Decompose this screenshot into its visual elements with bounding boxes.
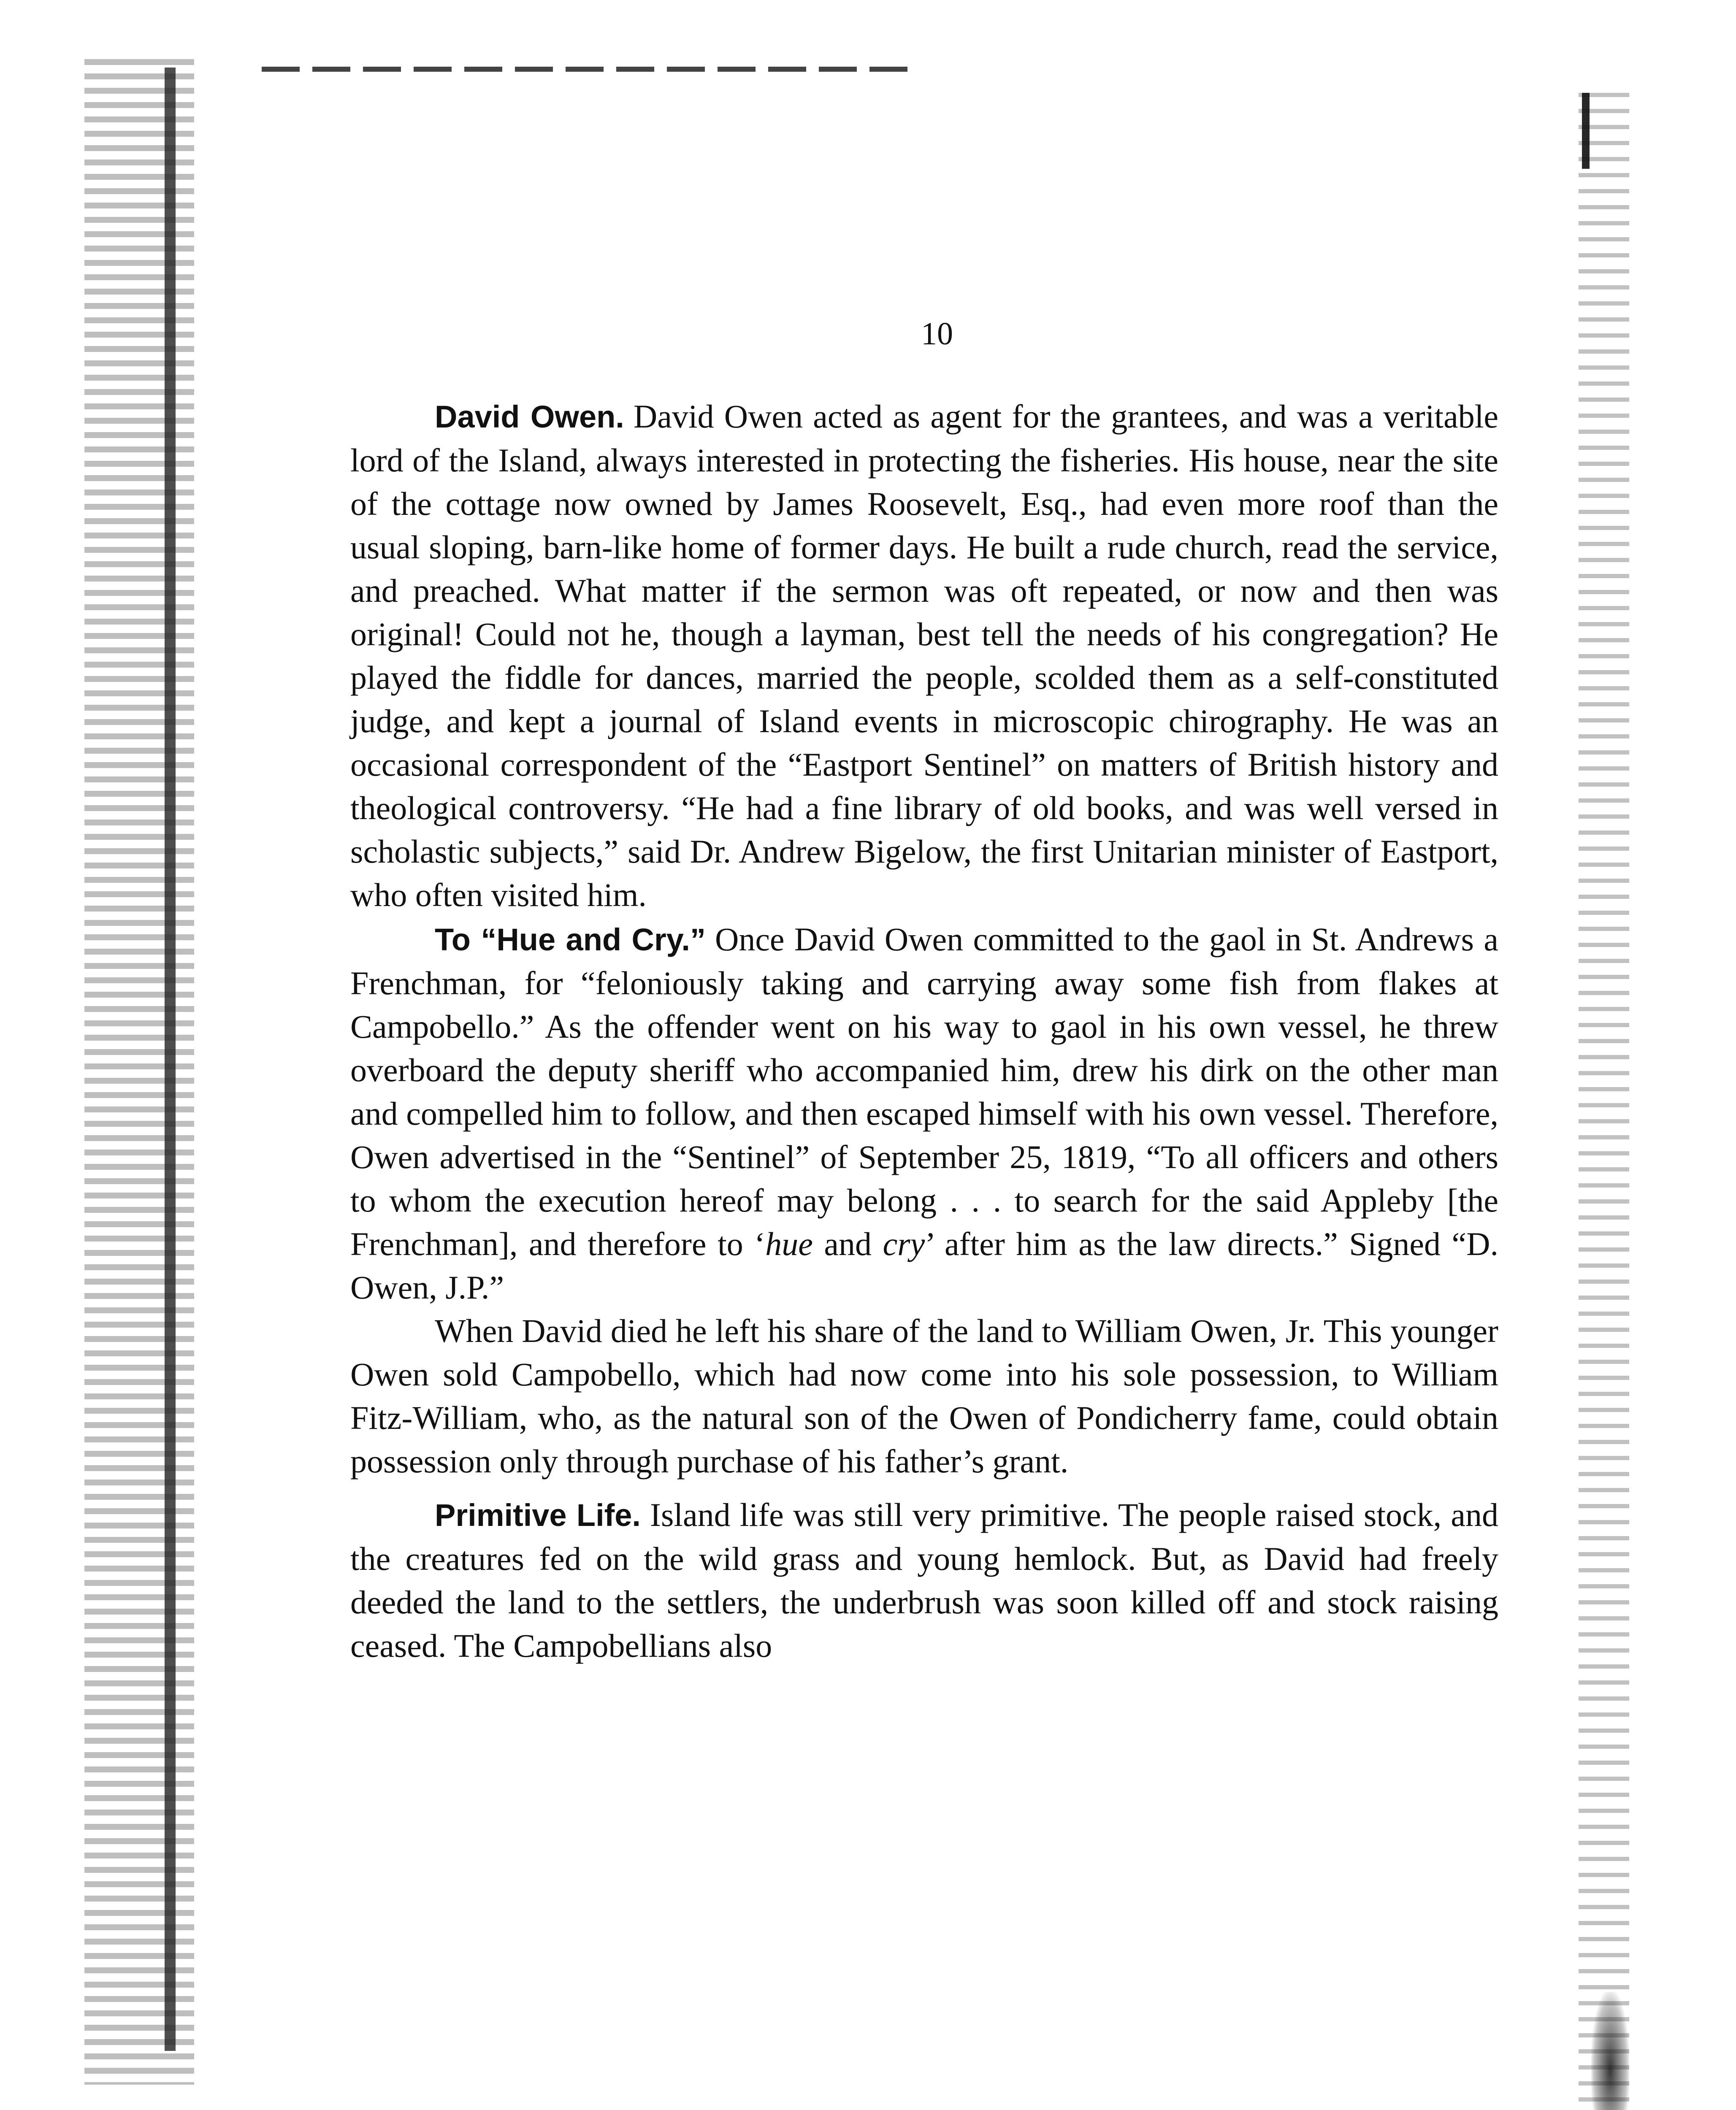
italic-cry: cry — [883, 1225, 925, 1262]
paragraph-david-owen — [350, 395, 1498, 917]
italic-connector: and — [812, 1225, 883, 1262]
page-number: 10 — [921, 316, 953, 352]
scan-binding-shadow — [165, 68, 176, 2051]
section-heading-hue-and-cry: To “Hue and Cry.” — [435, 922, 706, 957]
section-heading-david-owen: David Owen. — [435, 399, 624, 434]
scan-edge-right-blot — [1591, 1992, 1629, 2110]
scan-edge-right-mark — [1582, 93, 1590, 169]
text-block — [350, 395, 1498, 1667]
paragraph-hue-and-cry — [350, 917, 1498, 1309]
paragraph-body-hue-and-cry: Once David Owen committed to the gaol in St. Andrews a Frenchman, for “feloniously taking and carrying away some fish from flakes at Campobello.” As the offender went on his way to gaol in his own vessel, he threw overboard the deputy sheriff who accompanied him, drew his dirk on the other man and compelled him to follow, and then escaped himself with his own vessel. Therefore, Owen advertised in the “Sentinel” of September 25, 1819, “To all officers and others to whom the execution hereof may belong . . . to search for the said Appleby [the Frenchman], and therefore to ‘ — [350, 921, 1498, 1262]
scan-edge-right — [1579, 93, 1629, 2110]
paragraph-william-owen — [350, 1309, 1498, 1483]
paragraph-body-david-owen: David Owen acted as agent for the grantees, and was a veritable lord of the Island, always interested in protecting the fisheries. His house, near the site of the cottage now owned by James Roosevelt, Esq., had even more roof than the usual sloping, barn-like home of former days. He built a rude church, read the service, and preached. What matter if the sermon was oft repeated, or now and then was original! Could not he, though a layman, best tell the needs of his congregation? He played the fiddle for dances, married the people, scolded them as a self-constituted judge, and kept a journal of Island events in microscopic chirography. He was an occasional correspondent of the “Eastport Sentinel” on matters of British history and theological controversy. “He had a fine library of old books, and was well versed in scholastic subjects,” said Dr. Andrew Bigelow, the first Unitarian minister of Eastport, who often visited him. — [350, 398, 1499, 913]
paragraph-body-primitive-life: Island life was still very primitive. The people raised stock, and the creatures fed on the wild grass and young hemlock. But, as David had freely deeded the land to the settlers, the underbrush was soon killed off and stock raising ceased. The Campobellians also — [350, 1496, 1499, 1664]
paragraph-body-hue-and-cry-end: ’ after him as the law directs.” Signed “D. Owen, J.P.” — [350, 1225, 1498, 1306]
paragraph-body-william-owen: When David died he left his share of the land to William Owen, Jr. This younger Owen sold Campobello, which had now come into his sole possession, to William Fitz-William, who, as the natural son of the Owen of Pondicherry fame, could obtain possession only through purchase of his father’s grant. — [350, 1312, 1498, 1480]
scan-edge-left — [84, 59, 194, 2085]
paragraph-primitive-life — [350, 1493, 1498, 1667]
section-heading-primitive-life: Primitive Life. — [435, 1498, 641, 1533]
italic-hue: hue — [765, 1225, 813, 1262]
scan-edge-top — [262, 67, 920, 72]
